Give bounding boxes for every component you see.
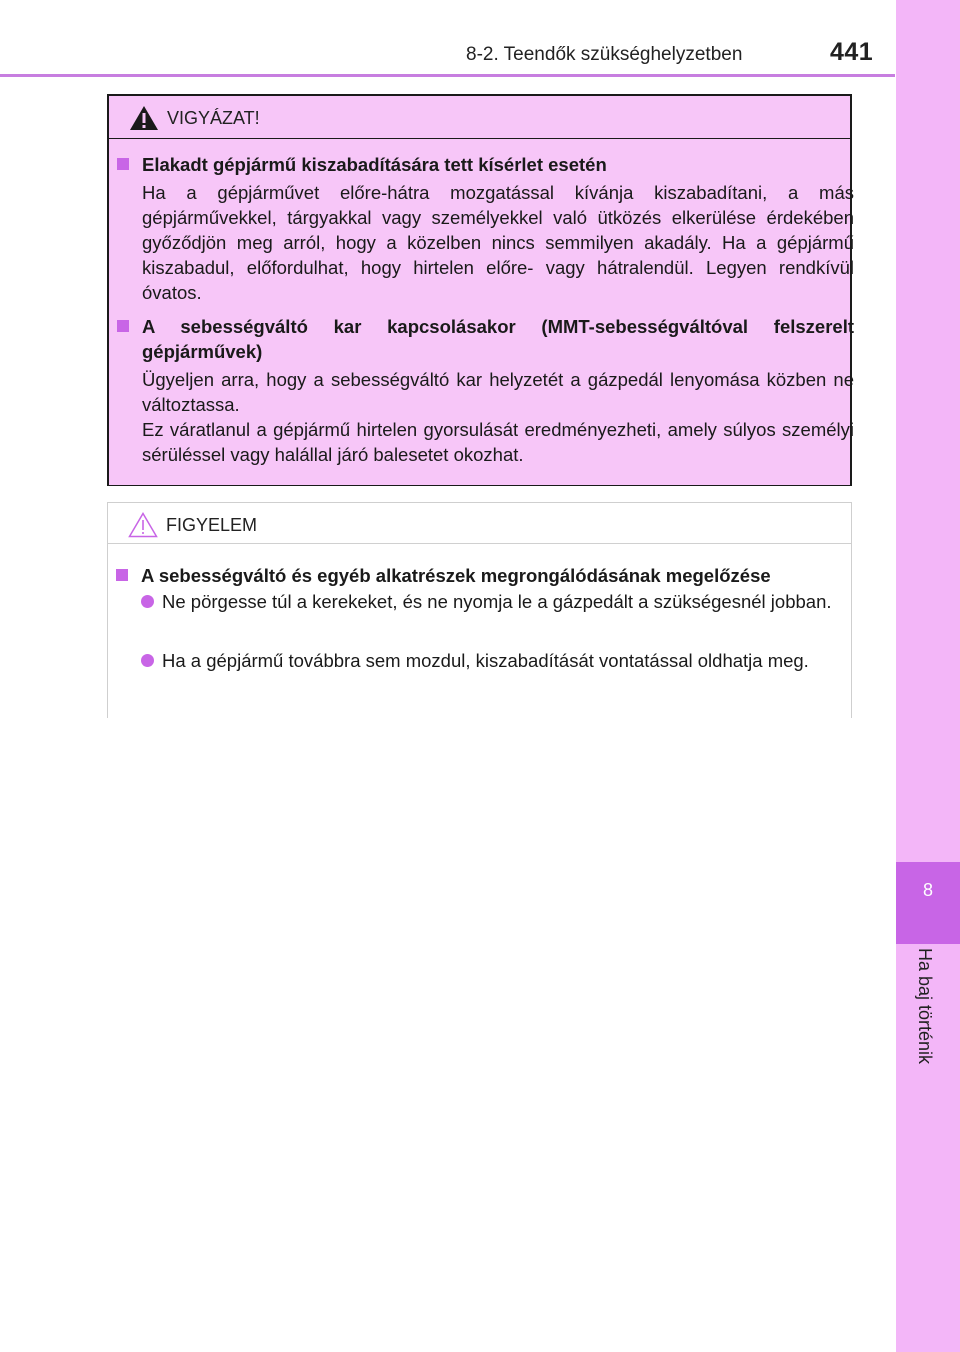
warning-section-2-paragraph: Ügyeljen arra, hogy a sebességváltó kar helyzetét a gázpedál lenyomása közben ne változtassa. — [142, 369, 854, 415]
page-number: 441 — [830, 38, 874, 66]
square-bullet-icon — [116, 569, 128, 581]
chapter-label: Ha baj történik — [915, 948, 935, 1065]
caution-triangle-icon — [128, 512, 158, 538]
caution-box-body — [108, 544, 851, 718]
caution-box-header — [108, 503, 851, 544]
warning-triangle-icon — [129, 105, 159, 131]
warning-section-2-heading: A sebességváltó kar kapcsolásakor (MMT-sebességváltóval felszerelt gépjárművek) — [142, 316, 854, 362]
chapter-number: 8 — [922, 880, 933, 900]
caution-box-title: FIGYELEM — [166, 515, 258, 535]
caution-section-1-heading: A sebességváltó és egyéb alkatrészek megrongálódásának megelőzése — [141, 565, 771, 586]
warning-box-title: VIGYÁZAT! — [167, 108, 260, 128]
warning-section-2-paragraph: Ez váratlanul a gépjármű hirtelen gyorsulását eredményezheti, amely súlyos személyi sérüléssel vagy halállal járó balesetet okozhat. — [142, 419, 854, 465]
side-tab-upper — [896, 0, 960, 862]
chapter-tab[interactable] — [896, 862, 960, 944]
header-divider — [0, 74, 895, 77]
warning-section-1-paragraph: Ha a gépjárművet előre-hátra mozgatással kívánja kiszabadítani, a más gépjárművekkel, tárgyakkal vagy személyekkel való ütközés elkerülése érdekében győződjön meg arról, hogy a közelben nincs semmilyen akadály. Ha a gépjármű kiszabadul, előfordulhat, hogy hirtelen előre- vagy hátralendül. Legyen rendkívül óvatos. — [142, 182, 854, 303]
warning-box-body — [109, 139, 854, 485]
round-bullet-icon — [141, 595, 154, 608]
warning-box — [107, 94, 852, 486]
round-bullet-icon — [141, 654, 154, 667]
warning-section-1-heading: Elakadt gépjármű kiszabadítására tett kísérlet esetén — [142, 154, 607, 175]
warning-box-header — [109, 96, 850, 139]
square-bullet-icon — [117, 158, 129, 170]
caution-bullet: Ha a gépjármű továbbra sem mozdul, kiszabadítását vontatással oldhatja meg. — [162, 650, 809, 671]
caution-bullet: Ne pörgesse túl a kerekeket, és ne nyomja le a gázpedált a szükségesnél jobban. — [162, 591, 832, 612]
section-title: 8-2. Teendők szükséghelyzetben — [466, 44, 743, 65]
square-bullet-icon — [117, 320, 129, 332]
caution-box — [107, 502, 852, 718]
